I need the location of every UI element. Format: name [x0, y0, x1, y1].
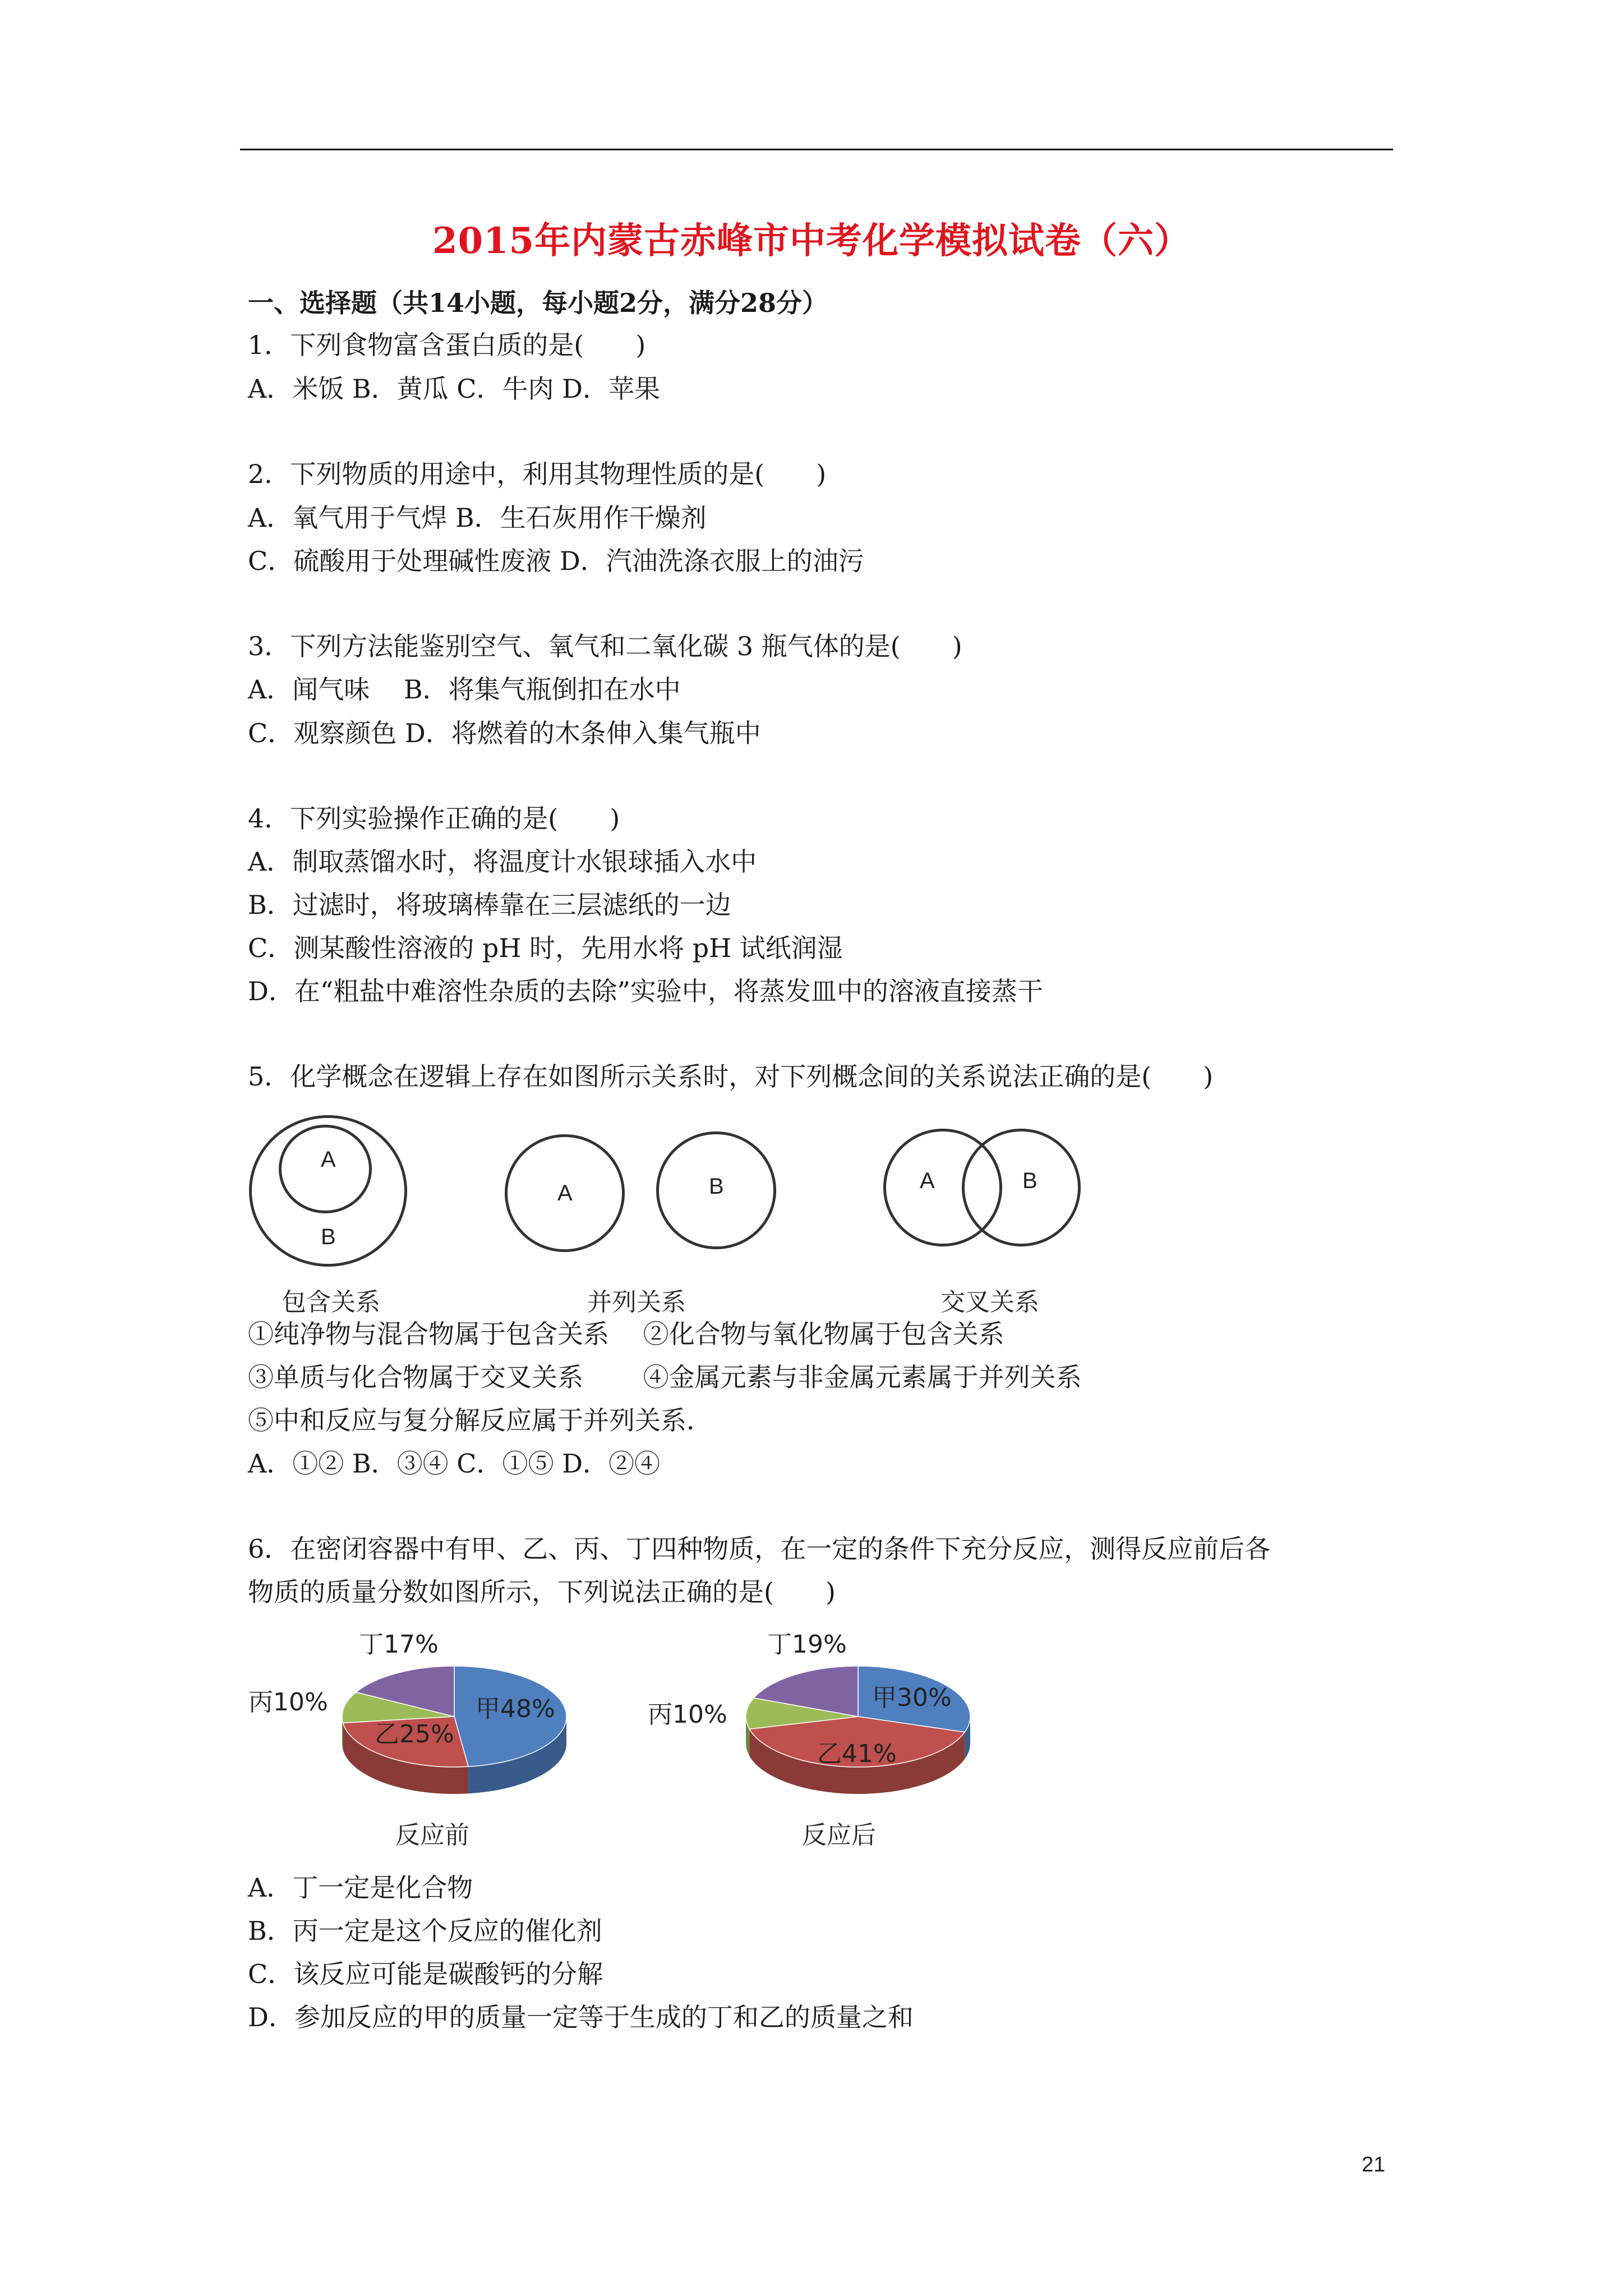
diagram-caption: 交叉关系 [940, 1288, 1039, 1317]
q6-stem-2: 物质的质量分数如图所示，下列说法正确的是( ) [248, 1577, 836, 1607]
q4-option-d: D．在“粗盐中难溶性杂质的去除”实验中，将蒸发皿中的溶液直接蒸干 [248, 976, 1043, 1006]
q5-statement-1: ①纯净物与混合物属于包含关系 ②化合物与氧化物属于包含关系 [248, 1319, 1004, 1349]
pie1-label-ding: 丁17% [359, 1630, 439, 1659]
q1-options: A．米饭 B．黄瓜 C．牛肉 D．苹果 [248, 374, 660, 404]
q5-statement-2: ③单质与化合物属于交叉关系 ④金属元素与非金属元素属于并列关系 [248, 1362, 1082, 1392]
q6-option-d: D．参加反应的甲的质量一定等于生成的丁和乙的质量之和 [248, 2002, 914, 2032]
pie2-caption: 反应后 [802, 1821, 876, 1849]
q4-stem: 4．下列实验操作正确的是( ) [248, 803, 620, 834]
left-label: A [920, 1168, 935, 1193]
pie2-label-jia: 甲30% [872, 1683, 952, 1712]
q3-options-1: A．闻气味 B．将集气瓶倒扣在水中 [248, 674, 681, 705]
q3-options-2: C．观察颜色 D．将燃着的木条伸入集气瓶中 [248, 718, 761, 748]
q6-option-b: B．丙一定是这个反应的催化剂 [248, 1916, 602, 1946]
pie1-caption: 反应前 [395, 1821, 469, 1849]
q5-stem: 5．化学概念在逻辑上存在如图所示关系时，对下列概念间的关系说法正确的是( ) [248, 1061, 1214, 1092]
left-label: A [557, 1181, 573, 1205]
q5-options: A．①② B．③④ C．①⑤ D．②④ [248, 1448, 660, 1479]
page-title: 2015年内蒙古赤峰市中考化学模拟试卷（六） [432, 220, 1191, 262]
pie1-label-jia: 甲48% [476, 1695, 555, 1723]
q2-options-1: A．氧气用于气焊 B．生石灰用作干燥剂 [248, 503, 707, 533]
inner-label: A [321, 1147, 336, 1172]
q6-option-a: A．丁一定是化合物 [248, 1872, 473, 1903]
diagram-caption: 并列关系 [587, 1288, 686, 1317]
header-rule [240, 149, 1393, 150]
right-label: B [709, 1174, 724, 1199]
pie2-label-bing: 丙10% [648, 1700, 727, 1729]
diagram-caption: 包含关系 [282, 1288, 380, 1317]
q2-options-2: C．硫酸用于处理碱性废液 D．汽油洗涤衣服上的油污 [248, 546, 864, 576]
q6-stem-1: 6．在密闭容器中有甲、乙、丙、丁四种物质，在一定的条件下充分反应，测得反应前后各 [248, 1534, 1271, 1564]
pie1-label-bing: 丙10% [248, 1688, 328, 1717]
pie1-label-yi: 乙25% [375, 1720, 454, 1749]
pie2-label-ding: 丁19% [767, 1630, 847, 1659]
q1-stem: 1．下列食物富含蛋白质的是( ) [248, 330, 646, 360]
q4-option-a: A．制取蒸馏水时，将温度计水银球插入水中 [248, 846, 757, 877]
q4-option-c: C．测某酸性溶液的 pH 时，先用水将 pH 试纸润湿 [248, 933, 843, 963]
q3-stem: 3．下列方法能鉴别空气、氧气和二氧化碳 3 瓶气体的是( ) [248, 631, 962, 661]
page-number: 21 [1362, 2153, 1386, 2177]
q4-option-b: B．过滤时，将玻璃棒靠在三层滤纸的一边 [248, 890, 731, 920]
section-heading: 一、选择题（共14小题，每小题2分，满分28分） [248, 288, 828, 318]
outer-label: B [321, 1225, 336, 1249]
pie-chart-before [325, 1658, 583, 1809]
right-label: B [1022, 1168, 1038, 1193]
q6-option-c: C．该反应可能是碳酸钙的分解 [248, 1959, 603, 1989]
pie2-label-yi: 乙41% [817, 1740, 897, 1768]
right-circle [962, 1129, 1081, 1246]
q2-stem: 2．下列物质的用途中，利用其物理性质的是( ) [248, 459, 827, 489]
q5-statement-3: ⑤中和反应与复分解反应属于并列关系． [248, 1405, 712, 1435]
